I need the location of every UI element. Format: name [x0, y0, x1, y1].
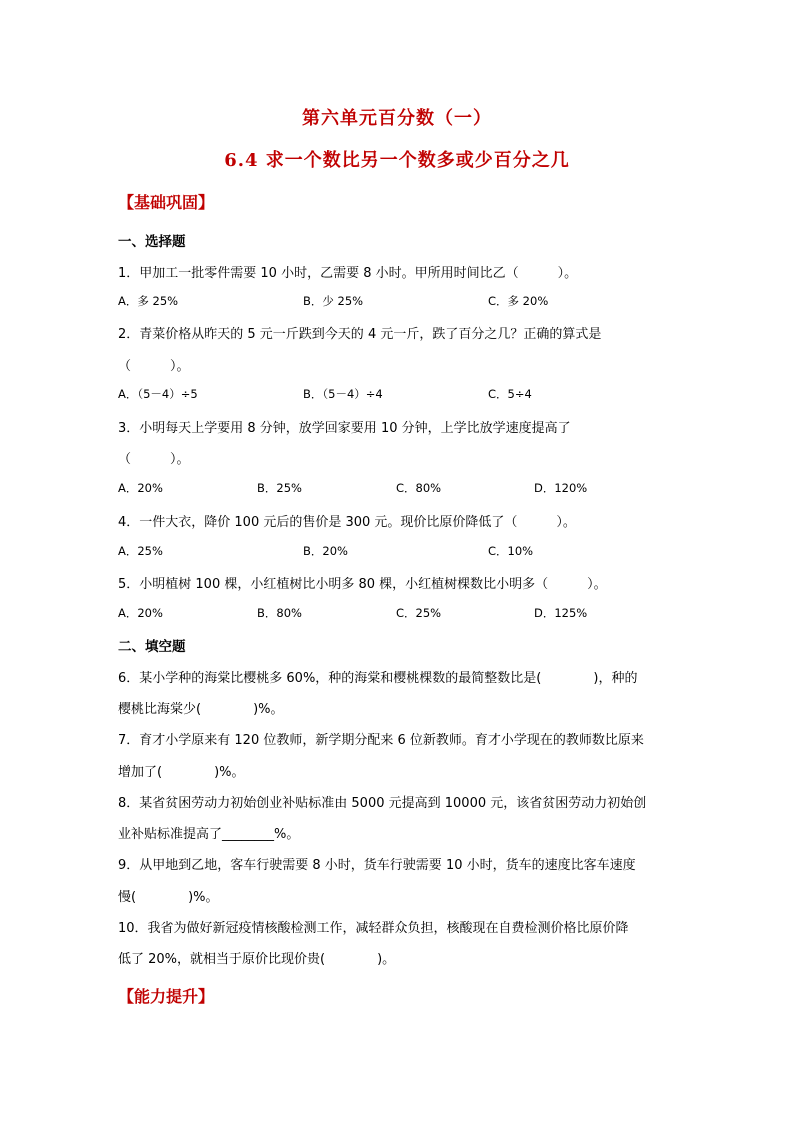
question-1: 1．甲加工一批零件需要 10 小时，乙需要 8 小时。甲所用时间比乙（ ）。 — [118, 266, 578, 281]
q4-option-a: A．25% — [118, 544, 163, 558]
question-4: 4．一件大衣，降价 100 元后的售价是 300 元。现价比原价降低了（ ）。 — [118, 515, 576, 530]
question-5: 5．小明植树 100 棵，小红植树比小明多 80 棵，小红植树棵数比小明多（ ）。 — [118, 577, 607, 592]
question-9-line-1: 9．从甲地到乙地，客车行驶需要 8 小时，货车行驶需要 10 小时，货车的速度比客车速度 — [118, 858, 636, 873]
question-6-line-2: 樱桃比海棠少( )%。 — [118, 702, 284, 717]
question-6-line-1: 6．某小学种的海棠比樱桃多 60%，种的海棠和樱桃棵数的最简整数比是( )，种的 — [118, 671, 638, 686]
unit-title: 第六单元百分数（一） — [302, 108, 492, 129]
q4-option-b: B．20% — [303, 544, 348, 558]
question-9-line-2: 慢( )%。 — [118, 890, 219, 905]
q3-option-a: A．20% — [118, 481, 163, 495]
q2-option-b: B．（5－4）÷4 — [303, 387, 383, 401]
lesson-title: 6.4 求一个数比另一个数多或少百分之几 — [224, 150, 570, 171]
q1-option-b: B．少 25% — [303, 294, 364, 308]
question-10-line-1: 10．我省为做好新冠疫情核酸检测工作，减轻群众负担，核酸现在自费检测价格比原价降 — [118, 921, 629, 936]
q3-option-c: C．80% — [396, 481, 442, 495]
part2-heading: 二、填空题 — [118, 639, 186, 655]
part1-heading: 一、选择题 — [118, 234, 186, 250]
q2-option-c: C．5÷4 — [488, 387, 532, 401]
q3-option-d: D．120% — [534, 481, 588, 495]
q5-option-b: B．80% — [257, 606, 302, 620]
q5-option-a: A．20% — [118, 606, 163, 620]
q4-option-c: C．10% — [488, 544, 534, 558]
q5-option-c: C．25% — [396, 606, 442, 620]
q1-option-c: C．多 20% — [488, 294, 549, 308]
q3-option-b: B．25% — [257, 481, 302, 495]
question-7-line-2: 增加了( )%。 — [118, 765, 245, 780]
question-3-line-1: 3．小明每天上学要用 8 分钟，放学回家要用 10 分钟，上学比放学速度提高了 — [118, 421, 571, 436]
question-8-line-1: 8．某省贫困劳动力初始创业补贴标准由 5000 元提高到 10000 元，该省贫困劳动力初始创 — [118, 796, 647, 811]
q2-option-a: A．（5－4）÷5 — [118, 387, 198, 401]
question-2-line-1: 2．青菜价格从昨天的 5 元一斤跌到今天的 4 元一斤，跌了百分之几？正确的算式是 — [118, 327, 602, 342]
question-7-line-1: 7．育才小学原来有 120 位教师，新学期分配来 6 位新教师。育才小学现在的教师数比原来 — [118, 733, 644, 748]
section-advanced-label: 【能力提升】 — [118, 987, 215, 1006]
question-8-line-2: 业补贴标准提高了________%。 — [118, 827, 300, 842]
question-10-line-2: 低了 20%，就相当于原价比现价贵( )。 — [118, 952, 396, 967]
question-2-line-2: （ ）。 — [118, 359, 190, 374]
question-3-line-2: （ ）。 — [118, 452, 190, 467]
section-basic-label: 【基础巩固】 — [118, 193, 215, 212]
q5-option-d: D．125% — [534, 606, 588, 620]
q1-option-a: A．多 25% — [118, 294, 179, 308]
